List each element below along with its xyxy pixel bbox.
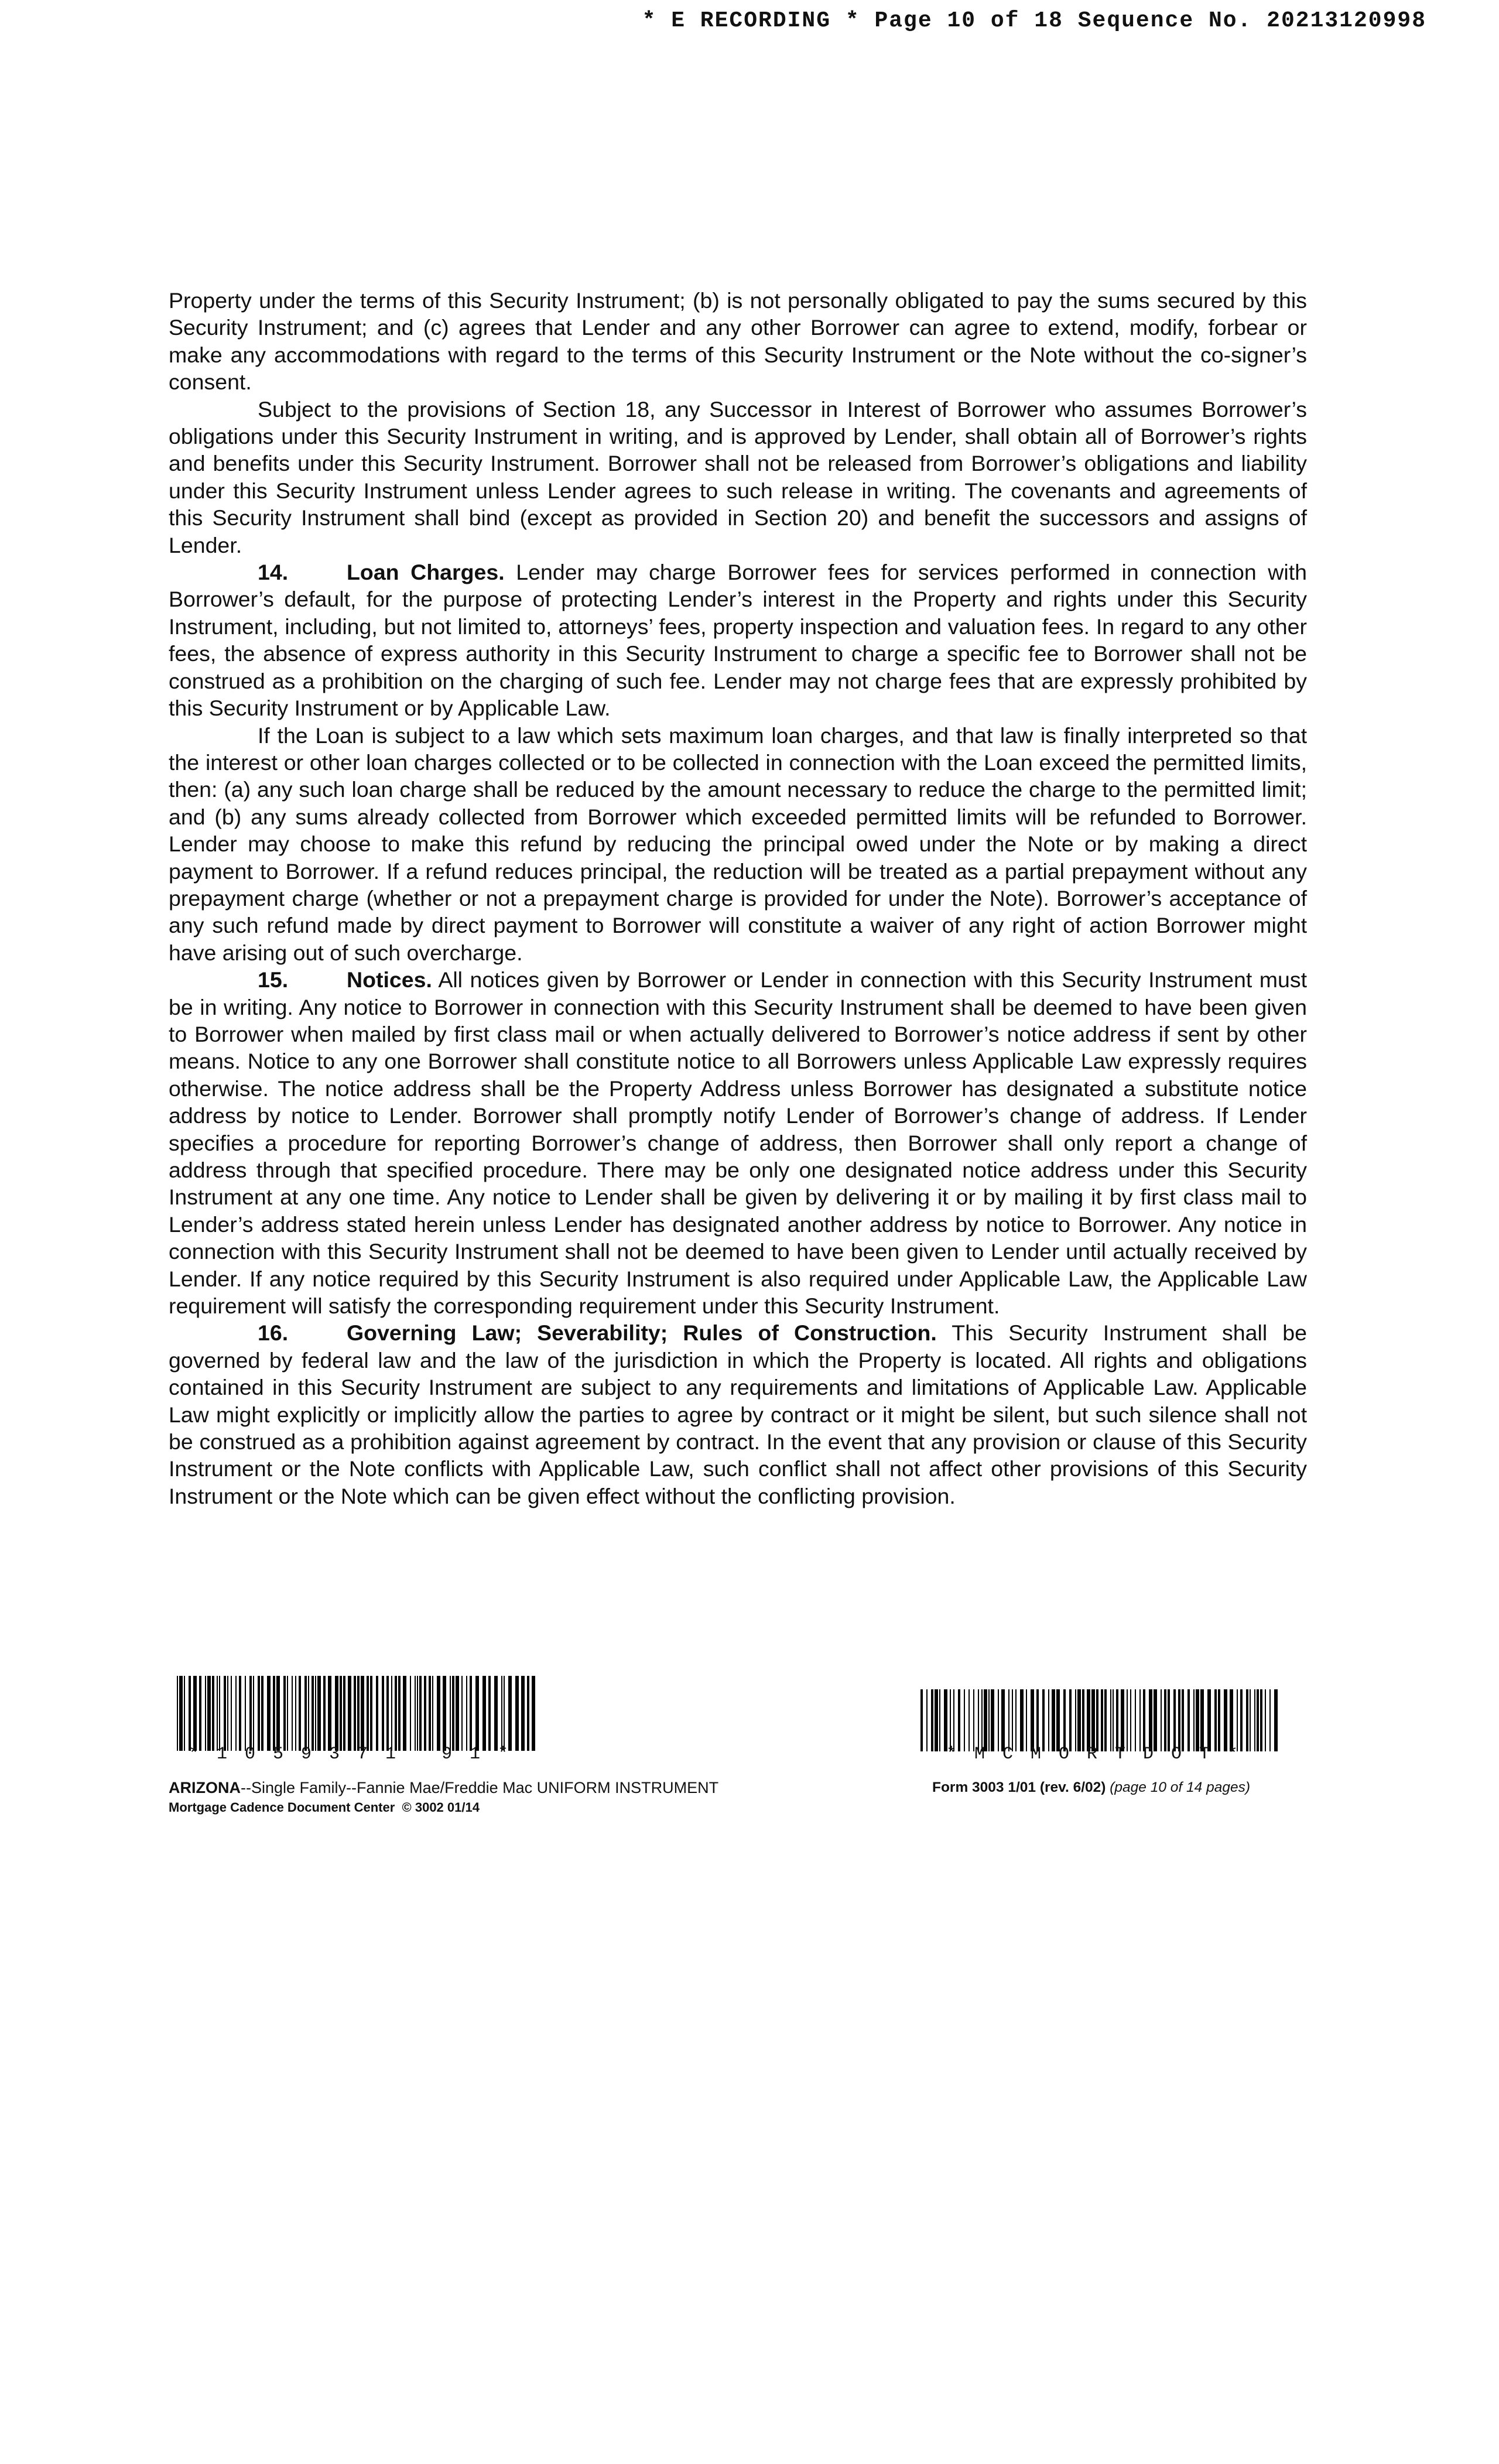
- section-number: 16.: [258, 1320, 289, 1346]
- section-14: [169, 559, 1307, 721]
- barcode-bar: [391, 1676, 392, 1751]
- barcode-bar: [437, 1676, 440, 1751]
- barcode-bar: [205, 1676, 206, 1751]
- barcode-bar: [367, 1676, 369, 1751]
- barcode-bar: [1260, 1689, 1262, 1751]
- barcode-bar: [1168, 1689, 1170, 1751]
- barcode-bar: [1127, 1689, 1128, 1751]
- barcode-bar: [1130, 1689, 1131, 1751]
- barcode-bar: [239, 1676, 241, 1751]
- barcode-bar: [953, 1689, 954, 1751]
- barcode-bar: [456, 1676, 459, 1751]
- section-16: [169, 1319, 1307, 1510]
- barcode-bar: [235, 1676, 237, 1751]
- barcode-bar: [521, 1676, 525, 1751]
- barcode-bar: [501, 1676, 502, 1751]
- doc-center: Mortgage Cadence Document Center: [169, 1800, 395, 1815]
- barcode-bar: [1042, 1689, 1045, 1751]
- section-text: Lender may charge Borrower fees for services performed in connection with Borrower’s default, for the purpose of protecting Lender’s interest in the Property and rights under this Security Instrument, including, but not limited to, attorneys’ fees, property inspection and valuation fees. In regard to any other fees, the absence of express authority in this Security Instrument to charge a specific fee to Borrower shall not be construed as a prohibition on the charging of such fee. Lender may not charge fees that are expressly prohibited by this Security Instrument or by Applicable Law.: [169, 560, 1307, 721]
- barcode-bar: [935, 1689, 938, 1751]
- barcode-bar: [1110, 1689, 1111, 1751]
- barcode-bar: [1087, 1689, 1090, 1751]
- barcode-bar: [991, 1689, 994, 1751]
- barcode-bar: [308, 1676, 309, 1751]
- barcode-bar: [261, 1676, 263, 1751]
- barcode-bar: [998, 1689, 999, 1751]
- barcode-bar: [1121, 1689, 1124, 1751]
- barcode-bar: [1178, 1689, 1180, 1751]
- barcode-bar: [1020, 1689, 1024, 1751]
- barcode-bar: [395, 1676, 397, 1751]
- paragraph-successors: Subject to the provisions of Section 18, any Successor in Interest of Borrower who assumes Borrower’s obligations under this Security Instrument in writing, and is approved by Lender, shall obtain all of Borrower’s rights and benefits under this Security Instrument. Borrower shall not be released from Borrower’s obligations and liability under this Security Instrument unless Lender agrees to such release in writing. The covenants and agreements of this Security Instrument shall bind (except as provided in Section 20) and benefit the successors and assigns of Lender.: [169, 396, 1307, 557]
- section-title: Governing Law; Severability; Rules of Construction.: [347, 1320, 937, 1346]
- barcode-bar: [1015, 1689, 1017, 1751]
- barcode-bar: [292, 1676, 293, 1751]
- barcode-bar: [193, 1676, 197, 1751]
- barcode-bar: [231, 1676, 232, 1751]
- barcode-bar: [299, 1676, 301, 1751]
- barcode-bar: [470, 1676, 472, 1751]
- barcode-bar: [988, 1689, 990, 1751]
- barcode-bar: [424, 1676, 426, 1751]
- barcode-bar: [1265, 1689, 1266, 1751]
- barcode-bar: [227, 1676, 228, 1751]
- barcode-bar: [219, 1676, 220, 1751]
- doc-center-line: [169, 1798, 718, 1818]
- barcode-bar: [417, 1676, 418, 1751]
- barcode-bar: [964, 1689, 965, 1751]
- barcode-bar: [199, 1676, 201, 1751]
- barcode-bar: [1096, 1689, 1098, 1751]
- barcode-bar: [973, 1689, 974, 1751]
- barcode-bar: [348, 1676, 351, 1751]
- barcode-bar: [245, 1676, 246, 1751]
- barcode-bar: [1269, 1689, 1271, 1751]
- barcode-bar: [920, 1689, 923, 1751]
- barcode-bar: [249, 1676, 252, 1751]
- barcode-bar: [1069, 1689, 1072, 1751]
- barcode-bar: [475, 1676, 479, 1751]
- barcode-bar: [315, 1676, 316, 1751]
- barcode-bar: [1214, 1689, 1217, 1751]
- barcode-caption: *1059371 91*: [188, 1744, 526, 1764]
- barcode-bar: [287, 1676, 288, 1751]
- barcode-bar: [931, 1689, 933, 1751]
- barcode-bar: [1224, 1689, 1227, 1751]
- form-footer-right: [932, 1778, 1250, 1798]
- barcode-bar: [403, 1676, 406, 1751]
- barcode-bar: [1154, 1689, 1157, 1751]
- barcode-bar: [1218, 1689, 1220, 1751]
- section-15: [169, 966, 1307, 1319]
- paragraph-max-loan-charges: If the Loan is subject to a law which sets maximum loan charges, and that law is finally interpreted so that the interest or other loan charges collected or to be collected in connection with the Loan exceed the permitted limits, then: (a) any such loan charge shall be reduced by the amount necessary to reduce the charge to the permitted limit; and (b) any sums already collected from Borrower which exceeded permitted limits will be refunded to Borrower. Lender may choose to make this refund by reducing the principal owed under the Note or by making a direct payment to Borrower. If a refund reduces principal, the reduction will be treated as a partial prepayment without any prepayment charge (whether or not a prepayment charge is provided for under the Note). Borrower’s acceptance of any such refund made by direct payment to Borrower will constitute a waiver of any right of action Borrower might have arising out of such overcharge.: [169, 723, 1307, 965]
- barcode-bar: [504, 1676, 505, 1751]
- barcode-bar: [1104, 1689, 1107, 1751]
- barcode-bar: [419, 1676, 422, 1751]
- barcode-bar: [1257, 1689, 1259, 1751]
- section-text: This Security Instrument shall be governed by federal law and the law of the jurisdiction in which the Property is located. All rights and obligations contained in this Security Instrument are subject to any requirements and limitations of Applicable Law. Applicable Law might explicitly or implicitly allow the parties to agree by contract or it might be silent, but such silence shall not be construed as a prohibition against agreement by contract. In the event that any provision or clause of this Security Instrument or the Note conflicts with Applicable Law, such conflict shall not affect other provisions of this Security Instrument or the Note which can be given effect without the conflicting provision.: [169, 1320, 1307, 1508]
- barcode-bar: [1196, 1689, 1199, 1751]
- barcode-bar: [1230, 1689, 1233, 1751]
- barcode-bar: [1207, 1689, 1211, 1751]
- barcode-bar: [1001, 1689, 1005, 1751]
- barcode-bar: [335, 1676, 338, 1751]
- barcode-bar: [532, 1676, 535, 1751]
- paragraph-continuation: Property under the terms of this Security Instrument; (b) is not personally obligated to pay the sums secured by this Security Instrument; and (c) agrees that Lender and any other Borrower can agree to extend, modify, forbear or make any accommodations with regard to the terms of this Security Instrument or the Note without the co-signer’s consent.: [169, 288, 1307, 395]
- barcode-bar: [1012, 1689, 1013, 1751]
- form-description-line: [169, 1778, 718, 1798]
- barcode-bar: [361, 1676, 364, 1751]
- page-of: (page 10 of 14 pages): [1110, 1779, 1251, 1795]
- loan-number-barcode: [177, 1676, 538, 1764]
- barcode-bar: [224, 1676, 226, 1751]
- barcode-bar: [304, 1676, 307, 1751]
- barcode-bar: [1182, 1689, 1184, 1751]
- barcode-bar: [398, 1676, 401, 1751]
- barcode-bar: [515, 1676, 519, 1751]
- barcode-bar: [1164, 1689, 1166, 1751]
- barcode-bar: [1091, 1689, 1095, 1751]
- barcode-bar: [978, 1689, 979, 1751]
- barcode-bar: [357, 1676, 360, 1751]
- barcode-bar: [177, 1676, 178, 1751]
- barcode-bar: [1075, 1689, 1076, 1751]
- barcode-bar: [1063, 1689, 1066, 1751]
- barcode-bar: [1274, 1689, 1278, 1751]
- barcode-bar: [1052, 1689, 1055, 1751]
- barcode-bar: [276, 1676, 280, 1751]
- barcode-caption: *MCMORTDOT*: [946, 1744, 1256, 1764]
- barcode-bar: [343, 1676, 345, 1751]
- barcode-bar: [488, 1676, 491, 1751]
- section-title: Notices.: [347, 967, 432, 993]
- barcode-bars: [920, 1689, 1281, 1751]
- barcode-bar: [207, 1676, 211, 1751]
- barcode-bar: [1149, 1689, 1152, 1751]
- barcode-bar: [179, 1676, 183, 1751]
- barcode-bar: [323, 1676, 326, 1751]
- barcode-bar: [450, 1676, 451, 1751]
- form-number: Form 3003 1/01 (rev. 6/02): [932, 1779, 1106, 1795]
- form-footer-left: [169, 1778, 718, 1818]
- barcode-bar: [1031, 1689, 1034, 1751]
- barcode-bar: [482, 1676, 486, 1751]
- barcode-bar: [258, 1676, 260, 1751]
- barcode-bar: [410, 1676, 411, 1751]
- barcode-bar: [1193, 1689, 1195, 1751]
- barcode-bar: [386, 1676, 389, 1751]
- barcode-bar: [1101, 1689, 1103, 1751]
- barcode-bar: [253, 1676, 254, 1751]
- barcode-bar: [1048, 1689, 1049, 1751]
- barcode-bar: [981, 1689, 983, 1751]
- barcode-bar: [1026, 1689, 1027, 1751]
- barcode-bar: [340, 1676, 342, 1751]
- section-title: Loan Charges.: [347, 560, 505, 585]
- barcode-bar: [939, 1689, 940, 1751]
- barcode-bar: [1254, 1689, 1255, 1751]
- barcode-bar: [1116, 1689, 1118, 1751]
- barcode-bar: [1082, 1689, 1084, 1751]
- barcode-bar: [212, 1676, 214, 1751]
- barcode-bar: [1139, 1689, 1141, 1751]
- barcode-bar: [217, 1676, 218, 1751]
- barcode-bar: [273, 1676, 275, 1751]
- barcode-bar: [1187, 1689, 1190, 1751]
- barcode-bar: [370, 1676, 372, 1751]
- barcode-bar: [376, 1676, 378, 1751]
- form-barcode: [920, 1689, 1281, 1764]
- barcode-bar: [295, 1676, 296, 1751]
- barcode-bar: [432, 1676, 433, 1751]
- barcode-bar: [1200, 1689, 1204, 1751]
- barcode-bar: [1240, 1689, 1243, 1751]
- section-number: 14.: [258, 560, 289, 585]
- barcode-bars: [177, 1676, 538, 1751]
- barcode-bar: [1246, 1689, 1248, 1751]
- barcode-bar: [354, 1676, 356, 1751]
- barcode-bar: [1056, 1689, 1060, 1751]
- barcode-bar: [508, 1676, 512, 1751]
- barcode-bar: [267, 1676, 271, 1751]
- barcode-bar: [312, 1676, 314, 1751]
- barcode-bar: [283, 1676, 286, 1751]
- barcode-bar: [527, 1676, 529, 1751]
- document-body: [169, 287, 1307, 1510]
- barcode-bar: [443, 1676, 446, 1751]
- doc-code: © 3002 01/14: [402, 1800, 480, 1815]
- form-description: --Single Family--Fannie Mae/Freddie Mac UNIFORM INSTRUMENT: [241, 1779, 719, 1796]
- barcode-bar: [968, 1689, 970, 1751]
- barcode-bar: [950, 1689, 951, 1751]
- barcode-bar: [328, 1676, 331, 1751]
- barcode-bar: [1077, 1689, 1081, 1751]
- section-number: 15.: [258, 967, 289, 993]
- barcode-bar: [1173, 1689, 1176, 1751]
- barcode-bar: [958, 1689, 960, 1751]
- barcode-bar: [1143, 1689, 1145, 1751]
- recording-header: * E RECORDING * Page 10 of 18 Sequence No. 20213120998: [642, 8, 1426, 33]
- barcode-bar: [494, 1676, 498, 1751]
- state-label: ARIZONA: [169, 1779, 241, 1796]
- barcode-bar: [1250, 1689, 1251, 1751]
- barcode-bar: [1135, 1689, 1136, 1751]
- barcode-bar: [926, 1689, 928, 1751]
- barcode-bar: [1008, 1689, 1009, 1751]
- barcode-bar: [317, 1676, 321, 1751]
- barcode-bar: [1237, 1689, 1238, 1751]
- barcode-bar: [184, 1676, 185, 1751]
- barcode-bar: [1036, 1689, 1039, 1751]
- barcode-bar: [466, 1676, 467, 1751]
- barcode-bar: [382, 1676, 384, 1751]
- barcode-bar: [461, 1676, 463, 1751]
- barcode-bar: [429, 1676, 431, 1751]
- barcode-bar: [984, 1689, 987, 1751]
- barcode-bar: [944, 1689, 947, 1751]
- barcode-bar: [452, 1676, 454, 1751]
- barcode-bar: [1113, 1689, 1114, 1751]
- barcode-bar: [189, 1676, 191, 1751]
- barcode-bar: [1161, 1689, 1162, 1751]
- section-text: All notices given by Borrower or Lender in connection with this Security Instrument must be in writing. Any notice to Borrower in connection with this Security Instrument shall be deemed to have been given to Borrower when mailed by first class mail or when actually delivered to Borrower’s notice address if sent by other means. Notice to any one Borrower shall constitute notice to all Borrowers unless Applicable Law expressly requires otherwise. The notice address shall be the Property Address unless Borrower has designated a substitute notice address by notice to Lender. Borrower shall promptly notify Lender of Borrower’s change of address. If Lender specifies a procedure for reporting Borrower’s change of address, then Borrower shall only report a change of address through that specified procedure. There may be only one designated notice address under this Security Instrument at any one time. Any notice to Lender shall be given by delivering it or by mailing it by first class mail to Lender’s address stated herein unless Lender has designated another address by notice to Borrower. Any notice in connection with this Security Instrument shall not be deemed to have been given to Lender until actually received by Lender. If any notice required by this Security Instrument is also required under Applicable Law, the Applicable Law requirement will satisfy the corresponding requirement under this Security Instrument.: [169, 967, 1307, 1319]
- barcode-bar: [415, 1676, 416, 1751]
